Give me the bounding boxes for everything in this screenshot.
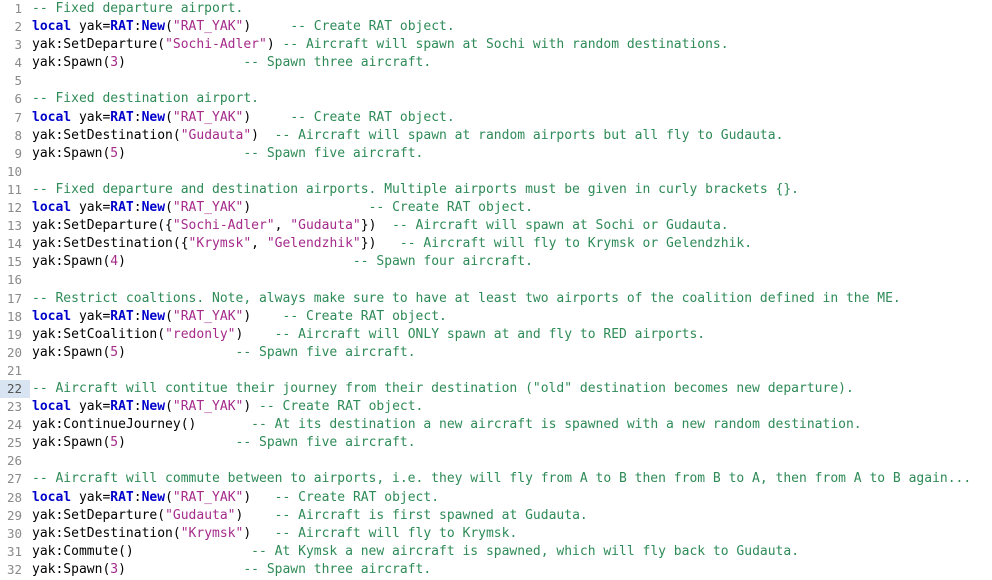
code-line-content[interactable]: [30, 253, 992, 271]
line-number: 7: [14, 109, 22, 125]
token-comment: -- Spawn five aircraft.: [243, 145, 424, 161]
line-number: 1: [14, 1, 22, 16]
code-line-content[interactable]: [30, 0, 992, 18]
token-class: RAT: [110, 200, 134, 216]
token-string: "RAT_YAK": [172, 308, 244, 324]
code-line-content[interactable]: [30, 380, 992, 398]
token-comment: -- Create RAT object.: [259, 399, 424, 415]
token-plain: ): [243, 489, 275, 505]
line-number: 26: [6, 453, 22, 469]
token-comment: -- Aircraft will spawn at random airports but all fly to Gudauta.: [274, 127, 784, 143]
token-plain: yak:Spawn(: [32, 561, 111, 577]
code-line-content[interactable]: [30, 344, 992, 362]
token-plain: (: [165, 109, 173, 125]
token-comment: -- Spawn three aircraft.: [243, 55, 432, 71]
token-string: "Krymsk": [180, 525, 244, 541]
token-class: New: [141, 399, 166, 415]
code-line[interactable]: [0, 398, 992, 416]
token-plain: ): [243, 19, 291, 35]
token-comment: -- Create RAT object.: [290, 19, 455, 35]
token-plain: yak:SetDestination(: [32, 525, 181, 541]
token-comment: -- Fixed destination airport.: [32, 91, 259, 107]
token-string: "RAT_YAK": [172, 109, 244, 125]
token-plain: :: [133, 308, 142, 324]
code-line[interactable]: [0, 416, 992, 434]
code-line-content[interactable]: [30, 543, 992, 561]
token-plain: yak:Spawn(: [32, 344, 111, 360]
line-number: 25: [6, 435, 22, 451]
line-number: 31: [6, 543, 22, 559]
token-plain: yak=: [71, 308, 111, 324]
token-class: RAT: [110, 399, 134, 415]
code-line[interactable]: [0, 109, 992, 127]
line-number: 28: [6, 489, 22, 505]
code-line[interactable]: [0, 235, 992, 253]
token-string: "Gudauta": [290, 218, 361, 234]
code-line-content[interactable]: [30, 489, 992, 507]
token-number: 5: [110, 344, 119, 360]
line-number: 23: [6, 399, 22, 415]
line-number: 19: [6, 326, 22, 342]
code-line[interactable]: [0, 181, 992, 199]
code-line[interactable]: [0, 561, 992, 579]
code-line[interactable]: [0, 271, 992, 289]
token-comment: -- Create RAT object.: [282, 308, 447, 324]
line-number: 30: [6, 525, 22, 541]
token-comment: -- Aircraft will spawn at Sochi with random destinations.: [282, 37, 729, 53]
code-line[interactable]: [0, 470, 992, 488]
token-plain: (: [165, 19, 173, 35]
token-plain: :: [133, 200, 142, 216]
token-plain: ): [243, 399, 260, 415]
token-plain: :: [133, 399, 142, 415]
token-plain: yak:SetDestination(: [32, 127, 181, 143]
token-plain: ): [118, 561, 244, 577]
token-plain: yak=: [71, 399, 111, 415]
token-plain: yak:Spawn(: [32, 254, 111, 270]
token-plain: yak:Spawn(: [32, 435, 111, 451]
code-line-content[interactable]: [30, 470, 992, 488]
token-string: "Sochi-Adler": [172, 218, 275, 234]
token-comment: -- Restrict coaltions. Note, always make sure to have at least two airports of the coalition defined in the ME.: [32, 290, 901, 306]
token-plain: }): [360, 218, 393, 234]
code-line-content[interactable]: [30, 90, 992, 108]
line-number: 24: [6, 417, 22, 433]
token-number: 3: [110, 55, 119, 71]
line-number: 17: [6, 290, 22, 306]
token-class: New: [141, 489, 166, 505]
token-plain: yak:SetDeparture(: [32, 37, 166, 53]
code-line-content[interactable]: [30, 290, 992, 308]
token-comment: -- Spawn three aircraft.: [243, 561, 432, 577]
token-number: 4: [110, 254, 119, 270]
token-plain: :: [133, 109, 142, 125]
code-line[interactable]: [0, 90, 992, 108]
code-line-content[interactable]: [30, 235, 992, 253]
code-line[interactable]: [0, 36, 992, 54]
token-plain: yak:SetDeparture(: [32, 507, 166, 523]
code-line[interactable]: [0, 308, 992, 326]
token-string: "Gelendzhik": [266, 236, 361, 252]
code-line-content[interactable]: [30, 217, 992, 235]
token-comment: -- At Kymsk a new aircraft is spawned, which will fly back to Gudauta.: [251, 543, 800, 559]
token-comment: -- Spawn four aircraft.: [352, 254, 533, 270]
code-line[interactable]: [0, 163, 992, 181]
token-plain: ): [118, 344, 236, 360]
line-number: 13: [6, 218, 22, 234]
token-plain: ,: [251, 236, 267, 252]
token-comment: -- Aircraft will contitue their journey from their destination ("old" destination becomes new departure).: [32, 380, 854, 396]
token-class: RAT: [110, 489, 134, 505]
code-line-content[interactable]: [30, 507, 992, 525]
code-line[interactable]: [0, 199, 992, 217]
token-keyword: local: [32, 489, 72, 505]
token-plain: ): [243, 525, 275, 541]
token-plain: yak:SetDeparture({: [32, 218, 173, 234]
token-plain: :: [133, 489, 142, 505]
code-line-content[interactable]: [30, 199, 992, 217]
code-line[interactable]: [0, 380, 992, 398]
line-number: 3: [14, 37, 22, 53]
token-plain: (: [165, 489, 173, 505]
token-string: "Sochi-Adler": [165, 37, 267, 53]
code-line[interactable]: [0, 127, 992, 145]
code-line[interactable]: [0, 362, 992, 380]
token-class: New: [141, 109, 166, 125]
line-number: 2: [14, 19, 22, 35]
token-class: RAT: [110, 109, 134, 125]
code-line[interactable]: [0, 54, 992, 72]
token-comment: -- Fixed departure and destination airports. Multiple airports must be given in curly brackets {}.: [32, 181, 800, 197]
line-number: 11: [6, 181, 22, 197]
code-line[interactable]: [0, 253, 992, 271]
token-number: 5: [110, 435, 119, 451]
line-number: 14: [6, 236, 22, 252]
code-line[interactable]: [0, 543, 992, 561]
code-line-content[interactable]: [30, 416, 992, 434]
line-number: 27: [6, 471, 22, 487]
code-line[interactable]: [0, 0, 992, 18]
code-line-content[interactable]: [30, 525, 992, 543]
line-number: 15: [6, 254, 22, 270]
token-keyword: local: [32, 399, 72, 415]
code-line[interactable]: [0, 18, 992, 36]
token-comment: -- Aircraft will spawn at Sochi or Gudauta.: [392, 218, 729, 234]
token-plain: yak=: [71, 200, 111, 216]
token-plain: ): [243, 308, 283, 324]
token-plain: yak:SetCoalition(: [32, 326, 166, 342]
token-plain: }): [360, 236, 400, 252]
token-comment: -- Aircraft will fly to Krymsk.: [274, 525, 518, 541]
code-line-content[interactable]: [30, 109, 992, 127]
code-line[interactable]: [0, 290, 992, 308]
code-line-content[interactable]: [30, 398, 992, 416]
token-class: New: [141, 308, 166, 324]
token-plain: ,: [274, 218, 291, 234]
token-plain: (: [165, 308, 173, 324]
token-plain: yak:SetDestination({: [32, 236, 189, 252]
line-number: 8: [14, 127, 22, 143]
token-plain: ): [243, 200, 369, 216]
code-line-content[interactable]: [30, 18, 992, 36]
token-comment: -- Spawn five aircraft.: [235, 344, 416, 360]
token-plain: ): [235, 326, 275, 342]
token-comment: -- Create RAT object.: [274, 489, 440, 505]
token-comment: -- Aircraft is first spawned at Gudauta.: [274, 507, 588, 523]
token-keyword: local: [32, 200, 72, 216]
line-number: 22: [0, 380, 30, 398]
line-number: 21: [6, 362, 22, 378]
code-line[interactable]: [0, 489, 992, 507]
line-number: 10: [6, 163, 22, 179]
code-line[interactable]: [0, 452, 992, 470]
token-comment: -- Spawn five aircraft.: [235, 435, 416, 451]
token-plain: ): [235, 507, 275, 523]
token-plain: ): [118, 254, 353, 270]
token-string: "RAT_YAK": [172, 200, 244, 216]
code-line-content[interactable]: [30, 308, 992, 326]
code-line-content[interactable]: [30, 434, 992, 452]
token-class: New: [141, 19, 166, 35]
token-plain: ): [118, 435, 236, 451]
token-number: 5: [110, 145, 119, 161]
token-plain: (: [165, 200, 173, 216]
token-comment: -- Create RAT object.: [290, 109, 455, 125]
code-line-content[interactable]: [30, 54, 992, 72]
token-plain: ): [266, 37, 283, 53]
code-line-content[interactable]: [30, 181, 992, 199]
code-line[interactable]: [0, 217, 992, 235]
code-line-content[interactable]: [30, 561, 992, 579]
token-plain: ): [243, 109, 291, 125]
token-plain: yak=: [71, 489, 111, 505]
code-line[interactable]: [0, 326, 992, 344]
token-keyword: local: [32, 109, 72, 125]
code-line-content[interactable]: [30, 145, 992, 163]
code-line-content[interactable]: [30, 326, 992, 344]
token-plain: yak:Spawn(: [32, 145, 111, 161]
token-class: RAT: [110, 308, 134, 324]
code-line[interactable]: [0, 145, 992, 163]
token-string: "Krymsk": [188, 236, 252, 252]
token-string: "RAT_YAK": [172, 399, 244, 415]
token-class: New: [141, 200, 166, 216]
token-plain: ): [118, 145, 244, 161]
token-number: 3: [110, 561, 119, 577]
token-comment: -- At its destination a new aircraft is spawned with a new random destination.: [251, 417, 862, 433]
token-plain: (: [165, 399, 173, 415]
token-plain: yak:Spawn(: [32, 55, 111, 71]
line-number: 20: [6, 344, 22, 360]
token-keyword: local: [32, 308, 72, 324]
token-keyword: local: [32, 19, 72, 35]
line-number: 29: [6, 507, 22, 523]
token-comment: -- Fixed departure airport.: [32, 1, 244, 16]
line-number: 9: [14, 145, 22, 161]
line-number: 32: [6, 561, 22, 577]
line-number: 4: [14, 55, 22, 71]
token-plain: yak:ContinueJourney(): [32, 417, 252, 433]
token-class: RAT: [110, 19, 134, 35]
token-plain: ): [118, 55, 244, 71]
line-number: 16: [6, 272, 22, 288]
code-line[interactable]: [0, 434, 992, 452]
code-line[interactable]: [0, 344, 992, 362]
line-number: 12: [6, 200, 22, 216]
code-line-content[interactable]: [30, 36, 992, 54]
token-plain: ): [251, 127, 275, 143]
code-line[interactable]: [0, 72, 992, 90]
line-number: 6: [14, 91, 22, 107]
token-string: "RAT_YAK": [172, 489, 244, 505]
token-plain: yak:Commute(): [32, 543, 252, 559]
token-plain: :: [133, 19, 142, 35]
line-number: 5: [14, 73, 22, 89]
token-string: "redonly": [165, 326, 236, 342]
token-plain: yak=: [71, 19, 111, 35]
line-number: 18: [6, 308, 22, 324]
token-plain: yak=: [71, 109, 111, 125]
code-line-content[interactable]: [30, 127, 992, 145]
token-string: "Gudauta": [180, 127, 252, 143]
code-line[interactable]: [0, 525, 992, 543]
token-string: "Gudauta": [165, 507, 236, 523]
token-comment: -- Aircraft will fly to Krymsk or Gelendzhik.: [399, 236, 753, 252]
token-comment: -- Aircraft will commute between to airports, i.e. they will fly from A to B then from B to A, then from A to B again...: [32, 471, 972, 487]
code-line[interactable]: [0, 507, 992, 525]
token-comment: -- Create RAT object.: [368, 200, 533, 216]
token-comment: -- Aircraft will ONLY spawn at and fly to RED airports.: [274, 326, 706, 342]
token-string: "RAT_YAK": [172, 19, 244, 35]
